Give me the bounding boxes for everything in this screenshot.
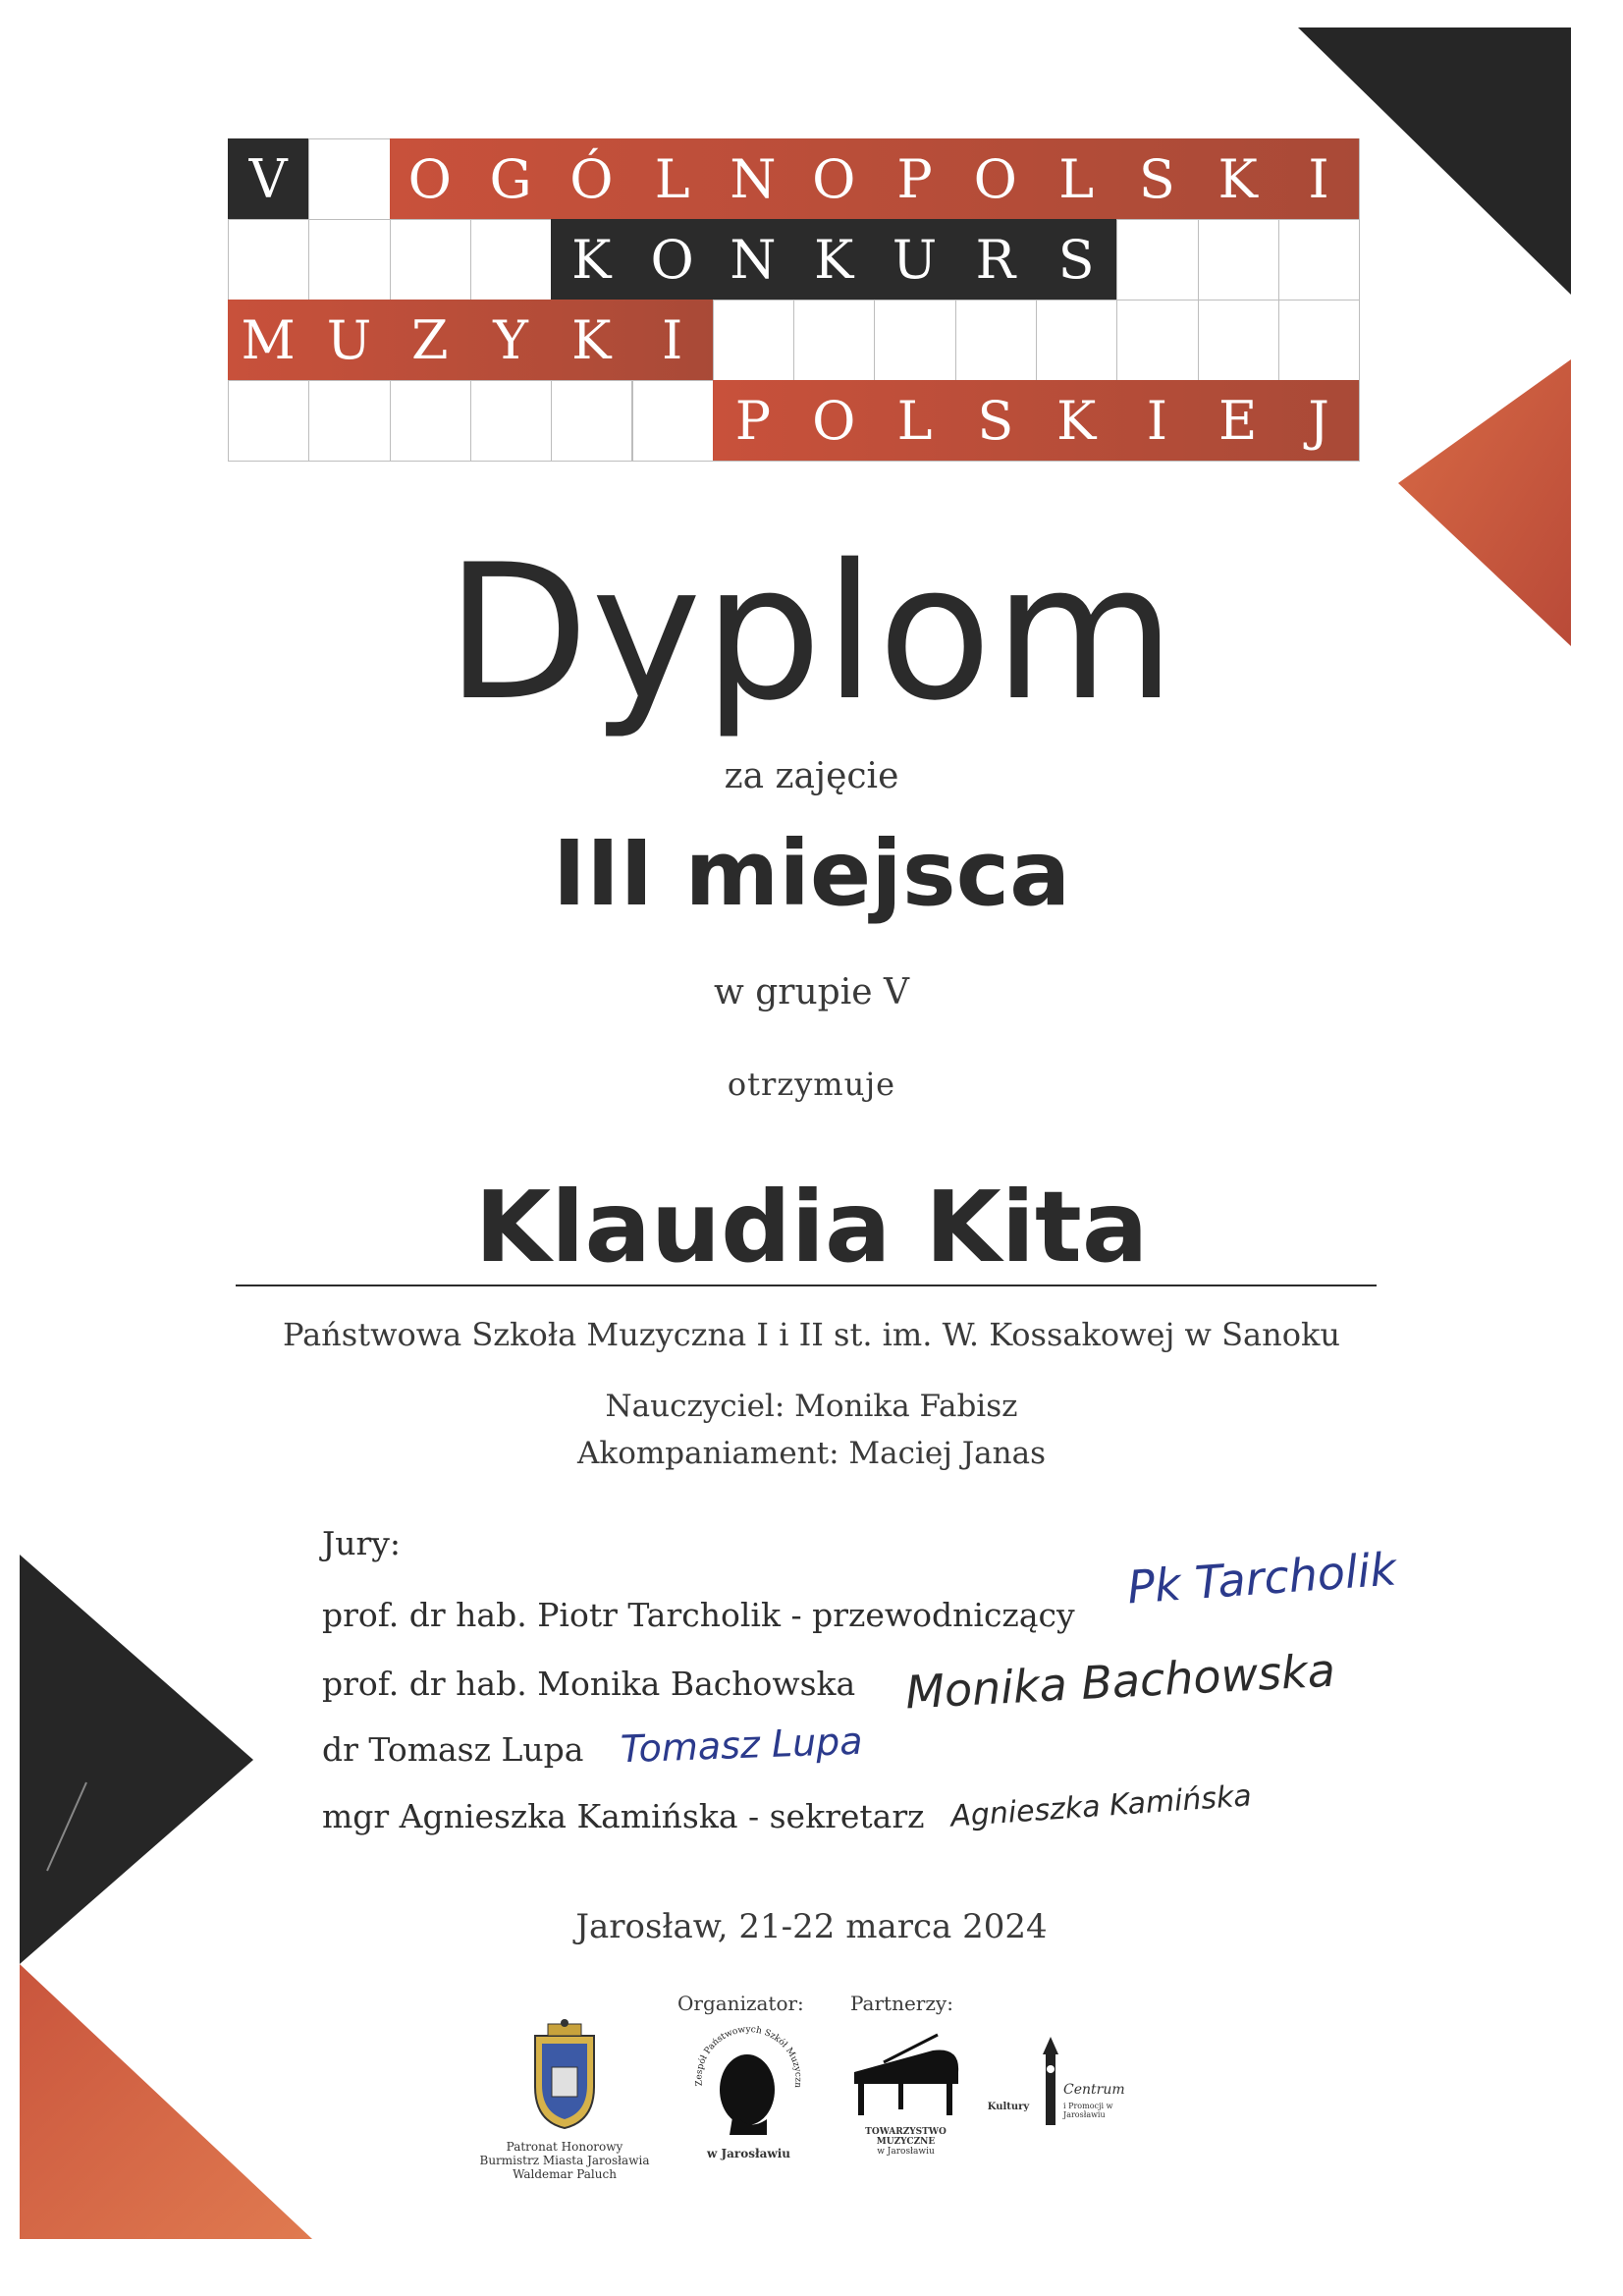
chopin-portrait-icon (682, 2025, 815, 2143)
signature-bachowska: Monika Bachowska (903, 1643, 1337, 1720)
accompanist: Akompaniament: Maciej Janas (577, 1436, 1046, 1471)
partner1-line: TOWARZYSTWO (865, 2127, 947, 2137)
patron-line: Burmistrz Miasta Jarosławia (479, 2154, 650, 2167)
grid-cell (228, 380, 309, 462)
receives-text: otrzymuje (727, 1066, 896, 1103)
title-word-polskiej: P O L S K I E J (713, 380, 1359, 461)
grid-cell (470, 380, 552, 462)
partners-label: Partnerzy: (850, 1992, 953, 2015)
title-word-ogolnopolski: O G Ó L N O P O L S K I (390, 138, 1360, 219)
jury-member: dr Tomasz Lupa (322, 1730, 584, 1769)
grid-cell (632, 380, 714, 462)
group-text: w grupie V (713, 972, 909, 1012)
patron-logo (471, 2018, 658, 2185)
patron-line: Patronat Honorowy (506, 2140, 623, 2154)
grid-cell (1278, 300, 1360, 381)
diploma-title: Dyplom (445, 524, 1178, 741)
grid-cell (1198, 300, 1279, 381)
patron-line: Waldemar Paluch (513, 2167, 617, 2181)
grid-cell (1198, 219, 1279, 301)
grid-cell (1116, 219, 1198, 301)
jury-member: mgr Agnieszka Kamińska - sekretarz (322, 1797, 925, 1835)
organizer-ring-text: Zespół Państwowych Szkół Muzyczn (694, 2025, 803, 2089)
bottom-left-orange-triangle (20, 1964, 312, 2239)
coat-of-arms-icon (471, 2018, 658, 2136)
jury-heading: Jury: (322, 1524, 402, 1562)
contest-title-grid (228, 138, 1359, 461)
place-date: Jarosław, 21-22 marca 2024 (575, 1907, 1048, 1946)
left-dark-triangle (20, 1555, 253, 1964)
school-name: Państwowa Szkoła Muzyczna I i II st. im. W. Kossakowej w Sanoku (283, 1316, 1340, 1353)
teacher: Nauczyciel: Monika Fabisz (605, 1389, 1018, 1424)
signature-tarcholik: Pk Tarcholik (1125, 1542, 1398, 1614)
partner-logo-music-society (844, 2033, 967, 2160)
partner2-line: i Promocji w Jarosławiu (1063, 2102, 1113, 2119)
grid-cell (308, 219, 390, 301)
signature-kaminska: Agnieszka Kamińska (949, 1778, 1253, 1834)
grand-piano-icon (844, 2033, 967, 2123)
grid-cell (470, 219, 552, 301)
jury-member: prof. dr hab. Monika Bachowska (322, 1665, 856, 1703)
jury-member: prof. dr hab. Piotr Tarcholik - przewodniczący (322, 1596, 1075, 1634)
organizer-city: w Jarosławiu (706, 2147, 791, 2160)
partner-logo-culture-centre (987, 2035, 1144, 2143)
grid-cell (1036, 300, 1117, 381)
partner2-line: Centrum (1063, 2082, 1125, 2098)
signature-lupa: Tomasz Lupa (620, 1719, 864, 1772)
place-text: III miejsca (552, 821, 1071, 926)
grid-cell (308, 138, 390, 220)
grid-cell (1116, 300, 1198, 381)
grid-cell (874, 300, 955, 381)
grid-cell (793, 300, 875, 381)
title-prefix: V (228, 138, 308, 219)
recipient-name: Klaudia Kita (474, 1170, 1149, 1285)
partner1-line: MUZYCZNE (876, 2137, 936, 2147)
grid-cell (228, 219, 309, 301)
grid-cell (551, 380, 632, 462)
organizer-label: Organizator: (677, 1992, 804, 2015)
grid-cell (713, 300, 794, 381)
grid-cell (308, 380, 390, 462)
partner1-line: w Jarosławiu (877, 2147, 935, 2157)
grid-cell (390, 380, 471, 462)
title-word-muzyki: M U Z Y K I (228, 300, 713, 380)
for-text: za zajęcie (724, 756, 899, 796)
grid-cell (1278, 219, 1360, 301)
organizer-logo (682, 2025, 815, 2162)
recipient-underline (236, 1285, 1377, 1286)
grid-cell (390, 219, 471, 301)
title-word-konkurs: K O N K U R S (551, 219, 1116, 300)
grid-cell (955, 300, 1037, 381)
partner2-line: Kultury (987, 2102, 1030, 2112)
